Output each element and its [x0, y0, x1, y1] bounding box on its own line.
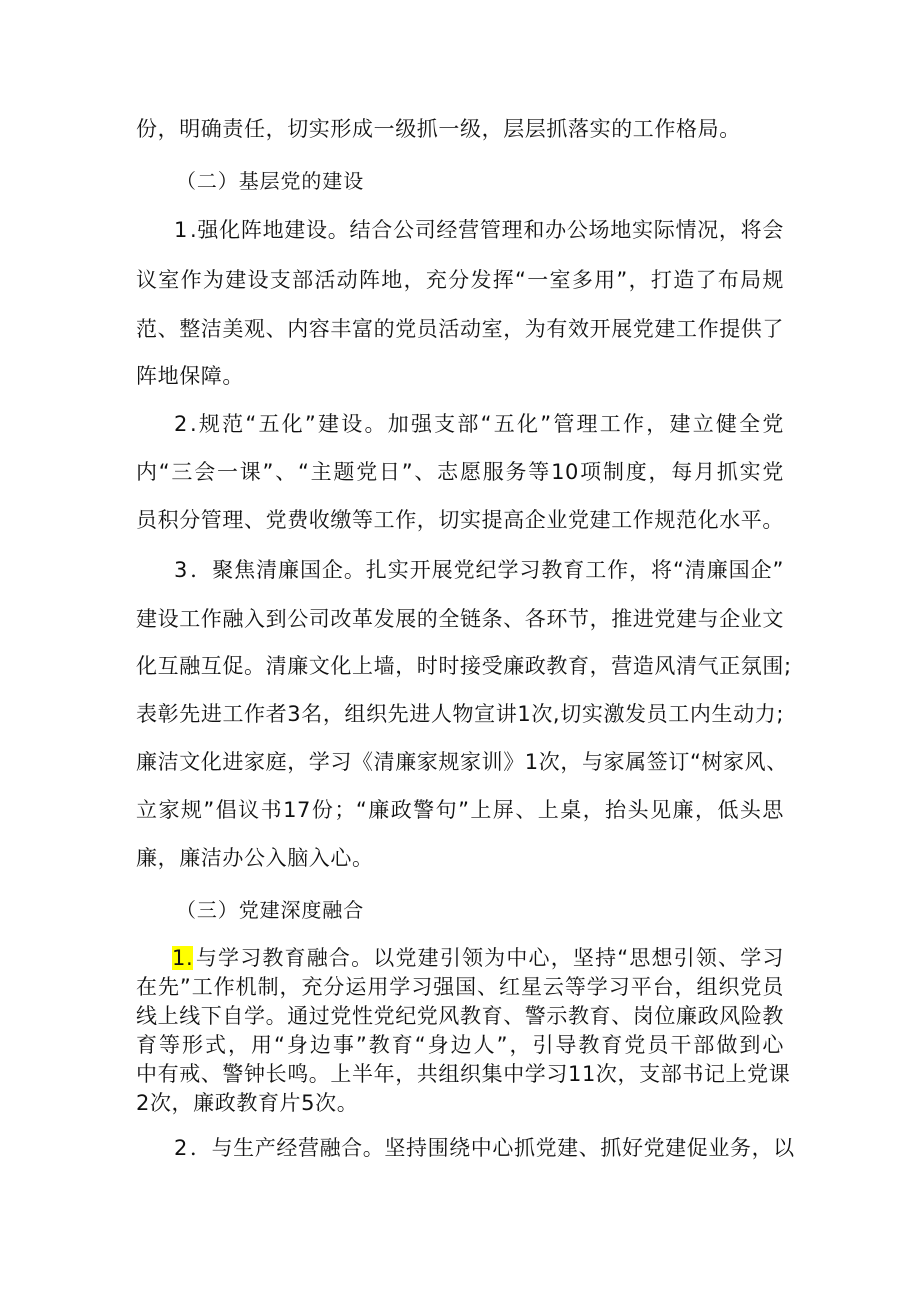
line-text: ．与生产经营融合。坚持围绕中心抓党建、抓好党建促业务，以: [189, 1136, 795, 1160]
paragraph-line: 中有戒、警钟长鸣。上半年，共组织集中学习11次，支部书记上党课: [136, 1062, 791, 1086]
section-heading-3: （三）党建深度融合: [176, 898, 365, 922]
highlighted-item-number: 1.: [172, 946, 194, 970]
line-text: 与学习教育融合。以党建引领为中心，坚持“思想引领、学习: [195, 946, 784, 970]
item-number: 1: [174, 218, 188, 242]
paragraph-line: 在先”工作机制，充分运用学习强国、红星云等学习平台，组织党员: [136, 975, 784, 999]
line-text: .强化阵地建设。结合公司经营管理和办公场地实际情况，将会: [189, 218, 784, 242]
line-text: .规范“五化”建设。加强支部“五化”管理工作，建立健全党: [189, 412, 784, 436]
paragraph-line: 员积分管理、党费收缴等工作，切实提高企业党建工作规范化水平。: [136, 508, 784, 532]
section-heading-2: （二）基层党的建设: [176, 169, 365, 193]
paragraph-line: 立家规”倡议书17份；“廉政警句”上屏、上桌，抬头见廉，低头思: [136, 798, 784, 822]
paragraph-line: 2次，廉政教育片5次。: [136, 1091, 359, 1115]
item-number: 3: [174, 558, 188, 582]
paragraph-line: 化互融互促。清廉文化上墙，时时接受廉政教育，营造风清气正氛围;: [136, 654, 792, 678]
paragraph-line: 议室作为建设支部活动阵地，充分发挥“一室多用”，打造了布局规: [136, 268, 784, 292]
paragraph-line: 廉，廉洁办公入脑入心。: [136, 846, 374, 870]
paragraph-line: 育等形式，用“身边事”教育“身边人”，引导教育党员干部做到心: [136, 1033, 784, 1057]
paragraph-line: 阵地保障。: [136, 364, 244, 388]
paragraph-line: [136, 215, 784, 245]
paragraph-line: 表彰先进工作者3名，组织先进人物宣讲1次,切实激发员工内生动力;: [136, 702, 784, 726]
paragraph-line: 廉洁文化进家庭，学习《清廉家规家训》1次，与家属签订“树家风、: [136, 750, 788, 774]
item-number: 2: [174, 1136, 188, 1160]
line-text: ．聚焦清廉国企。扎实开展党纪学习教育工作，将“清廉国企”: [189, 558, 784, 582]
paragraph-line: 内“三会一课”、“主题党日”、志愿服务等10项制度，每月抓实党: [136, 460, 784, 484]
paragraph-line: 线上线下自学。通过党性党纪党风教育、警示教育、岗位廉政风险教: [136, 1004, 784, 1028]
paragraph-line: [136, 409, 784, 439]
paragraph-line: [136, 943, 784, 973]
paragraph-line: 建设工作融入到公司改革发展的全链条、各环节，推进党建与企业文: [136, 607, 784, 631]
paragraph-line: 份，明确责任，切实形成一级抓一级，层层抓落实的工作格局。: [136, 117, 741, 141]
paragraph-line: [136, 1133, 795, 1163]
item-number: 2: [174, 412, 188, 436]
paragraph-line: [136, 555, 784, 585]
paragraph-line: 范、整洁美观、内容丰富的党员活动室，为有效开展党建工作提供了: [136, 317, 784, 341]
